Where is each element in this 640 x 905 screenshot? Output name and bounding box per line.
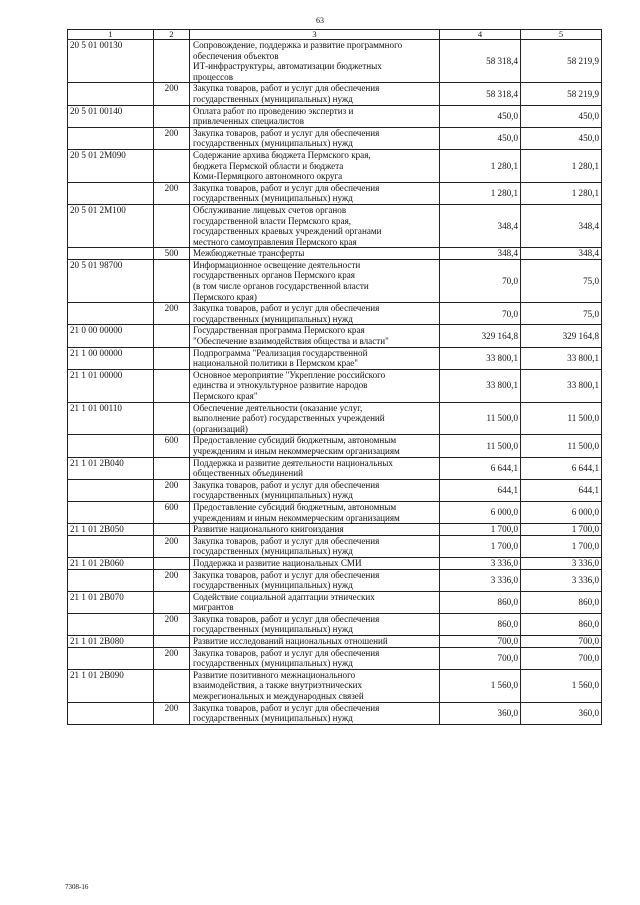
table-row [68, 182, 602, 204]
item-name-cell: Закупка товаров, работ и услуг для обеспечения государственных (муниципальных) нужд [190, 83, 440, 105]
expense-type-cell [154, 524, 190, 536]
expense-type-cell: 200 [154, 569, 190, 591]
expense-type-cell [154, 402, 190, 435]
amount-column-4-cell: 6 000,0 [440, 501, 521, 523]
expense-type-cell [154, 669, 190, 702]
expense-type-cell [154, 636, 190, 648]
amount-column-4-cell: 3 336,0 [440, 569, 521, 591]
document-code: 7308-16 [65, 883, 89, 891]
budget-code-cell [68, 127, 154, 149]
amount-column-4-cell: 11 500,0 [440, 435, 521, 457]
amount-column-5-cell: 58 219,9 [521, 40, 602, 83]
amount-column-4-cell: 11 500,0 [440, 402, 521, 435]
budget-code-cell [68, 479, 154, 501]
table-row [68, 127, 602, 149]
amount-column-5-cell: 11 500,0 [521, 435, 602, 457]
budget-code-cell: 20 5 01 98700 [68, 259, 154, 302]
expense-type-cell: 200 [154, 702, 190, 724]
table-row [68, 435, 602, 457]
amount-column-4-cell: 644,1 [440, 479, 521, 501]
expense-type-cell: 500 [154, 248, 190, 260]
column-header-4: 4 [440, 30, 521, 40]
amount-column-4-cell: 1 700,0 [440, 535, 521, 557]
item-name-cell: Подпрограмма "Реализация государственной национальной политики в Пермском крае" [190, 347, 440, 369]
table-row [68, 369, 602, 402]
amount-column-5-cell: 329 164,8 [521, 325, 602, 347]
page-number: 63 [316, 16, 324, 25]
budget-code-cell [68, 83, 154, 105]
amount-column-5-cell: 1 280,1 [521, 182, 602, 204]
item-name-cell: Закупка товаров, работ и услуг для обеспечения государственных (муниципальных) нужд [190, 702, 440, 724]
table-row [68, 248, 602, 260]
amount-column-4-cell: 450,0 [440, 127, 521, 149]
table-row [68, 636, 602, 648]
budget-code-cell: 21 1 01 2В060 [68, 557, 154, 569]
table-row [68, 479, 602, 501]
amount-column-4-cell: 6 644,1 [440, 457, 521, 479]
amount-column-5-cell: 1 700,0 [521, 535, 602, 557]
table-row [68, 149, 602, 182]
amount-column-5-cell: 1 280,1 [521, 149, 602, 182]
budget-code-cell: 21 1 01 00110 [68, 402, 154, 435]
budget-table-body [68, 30, 602, 725]
budget-code-cell [68, 569, 154, 591]
table-row [68, 669, 602, 702]
table-row [68, 347, 602, 369]
item-name-cell: Закупка товаров, работ и услуг для обеспечения государственных (муниципальных) нужд [190, 303, 440, 325]
amount-column-4-cell: 860,0 [440, 613, 521, 635]
expense-type-cell: 200 [154, 535, 190, 557]
table-row [68, 501, 602, 523]
item-name-cell: Закупка товаров, работ и услуг для обеспечения государственных (муниципальных) нужд [190, 647, 440, 669]
amount-column-4-cell: 58 318,4 [440, 40, 521, 83]
table-row [68, 569, 602, 591]
expense-type-cell [154, 591, 190, 613]
item-name-cell: Межбюджетные трансферты [190, 248, 440, 260]
item-name-cell: Закупка товаров, работ и услуг для обеспечения государственных (муниципальных) нужд [190, 613, 440, 635]
item-name-cell: Развитие позитивного межнационального взаимодействия, а также внутриэтнических межрегиональных и международных связей [190, 669, 440, 702]
column-number-row [68, 30, 602, 40]
amount-column-5-cell: 33 800,1 [521, 347, 602, 369]
budget-code-cell: 21 1 01 2В070 [68, 591, 154, 613]
amount-column-5-cell: 860,0 [521, 591, 602, 613]
amount-column-5-cell: 75,0 [521, 259, 602, 302]
amount-column-5-cell: 860,0 [521, 613, 602, 635]
expense-type-cell: 200 [154, 647, 190, 669]
table-row [68, 702, 602, 724]
item-name-cell: Закупка товаров, работ и услуг для обеспечения государственных (муниципальных) нужд [190, 535, 440, 557]
amount-column-4-cell: 450,0 [440, 105, 521, 127]
expense-type-cell [154, 369, 190, 402]
amount-column-5-cell: 450,0 [521, 127, 602, 149]
amount-column-5-cell: 450,0 [521, 105, 602, 127]
budget-code-cell: 20 5 01 2М090 [68, 149, 154, 182]
expense-type-cell [154, 325, 190, 347]
amount-column-4-cell: 1 280,1 [440, 149, 521, 182]
amount-column-5-cell: 700,0 [521, 647, 602, 669]
amount-column-4-cell: 700,0 [440, 636, 521, 648]
item-name-cell: Содержание архива бюджета Пермского края, бюджета Пермской области и бюджета Коми-Пермяцкого автономного округа [190, 149, 440, 182]
item-name-cell: Закупка товаров, работ и услуг для обеспечения государственных (муниципальных) нужд [190, 127, 440, 149]
table-row [68, 259, 602, 302]
budget-code-cell [68, 303, 154, 325]
amount-column-4-cell: 3 336,0 [440, 557, 521, 569]
amount-column-4-cell: 860,0 [440, 591, 521, 613]
item-name-cell: Сопровождение, поддержка и развитие программного обеспечения объектов ИТ-инфраструктуры, автоматизации бюджетных процессов [190, 40, 440, 83]
amount-column-4-cell: 348,4 [440, 204, 521, 247]
item-name-cell: Развитие исследований национальных отношений [190, 636, 440, 648]
item-name-cell: Поддержка и развитие деятельности национальных общественных объединений [190, 457, 440, 479]
column-header-3: 3 [190, 30, 440, 40]
item-name-cell: Закупка товаров, работ и услуг для обеспечения государственных (муниципальных) нужд [190, 182, 440, 204]
amount-column-5-cell: 3 336,0 [521, 569, 602, 591]
amount-column-4-cell: 58 318,4 [440, 83, 521, 105]
budget-code-cell: 21 1 01 00000 [68, 369, 154, 402]
table-row [68, 535, 602, 557]
amount-column-5-cell: 33 800,1 [521, 369, 602, 402]
amount-column-4-cell: 70,0 [440, 303, 521, 325]
budget-table [67, 29, 602, 725]
expense-type-cell [154, 259, 190, 302]
amount-column-4-cell: 348,4 [440, 248, 521, 260]
budget-code-cell [68, 647, 154, 669]
amount-column-4-cell: 360,0 [440, 702, 521, 724]
item-name-cell: Закупка товаров, работ и услуг для обеспечения государственных (муниципальных) нужд [190, 479, 440, 501]
item-name-cell: Информационное освещение деятельности государственных органов Пермского края (в том числе органов государственной власти Пермского края) [190, 259, 440, 302]
amount-column-4-cell: 329 164,8 [440, 325, 521, 347]
budget-code-cell [68, 613, 154, 635]
budget-code-cell [68, 535, 154, 557]
table-row [68, 557, 602, 569]
amount-column-4-cell: 70,0 [440, 259, 521, 302]
item-name-cell: Закупка товаров, работ и услуг для обеспечения государственных (муниципальных) нужд [190, 569, 440, 591]
table-row [68, 457, 602, 479]
table-row [68, 83, 602, 105]
budget-code-cell: 20 5 01 00140 [68, 105, 154, 127]
column-header-2: 2 [154, 30, 190, 40]
amount-column-4-cell: 33 800,1 [440, 369, 521, 402]
expense-type-cell: 600 [154, 501, 190, 523]
amount-column-4-cell: 1 700,0 [440, 524, 521, 536]
amount-column-5-cell: 6 644,1 [521, 457, 602, 479]
amount-column-5-cell: 700,0 [521, 636, 602, 648]
item-name-cell: Предоставление субсидий бюджетным, автономным учреждениям и иным некоммерческим организациям [190, 435, 440, 457]
item-name-cell: Обслуживание лицевых счетов органов государственной власти Пермского края, государственных краевых учреждений органами местного самоуправления Пермского края [190, 204, 440, 247]
expense-type-cell: 200 [154, 127, 190, 149]
table-row [68, 105, 602, 127]
budget-code-cell: 21 1 01 2В050 [68, 524, 154, 536]
expense-type-cell: 200 [154, 479, 190, 501]
amount-column-5-cell: 58 219,9 [521, 83, 602, 105]
column-header-5: 5 [521, 30, 602, 40]
table-row [68, 303, 602, 325]
budget-code-cell: 20 5 01 00130 [68, 40, 154, 83]
expense-type-cell [154, 40, 190, 83]
table-row [68, 325, 602, 347]
amount-column-5-cell: 1 700,0 [521, 524, 602, 536]
amount-column-5-cell: 1 560,0 [521, 669, 602, 702]
budget-code-cell: 21 1 01 2В080 [68, 636, 154, 648]
item-name-cell: Развитие национального книгоиздания [190, 524, 440, 536]
budget-code-cell [68, 501, 154, 523]
expense-type-cell: 600 [154, 435, 190, 457]
table-row [68, 647, 602, 669]
table-row [68, 591, 602, 613]
expense-type-cell: 200 [154, 613, 190, 635]
expense-type-cell [154, 557, 190, 569]
amount-column-4-cell: 700,0 [440, 647, 521, 669]
expense-type-cell: 200 [154, 303, 190, 325]
amount-column-5-cell: 75,0 [521, 303, 602, 325]
amount-column-5-cell: 348,4 [521, 248, 602, 260]
item-name-cell: Содействие социальной адаптации этнических мигрантов [190, 591, 440, 613]
amount-column-5-cell: 348,4 [521, 204, 602, 247]
budget-code-cell [68, 182, 154, 204]
amount-column-5-cell: 11 500,0 [521, 402, 602, 435]
column-header-1: 1 [68, 30, 154, 40]
amount-column-4-cell: 1 560,0 [440, 669, 521, 702]
item-name-cell: Государственная программа Пермского края "Обеспечение взаимодействия общества и власти" [190, 325, 440, 347]
budget-code-cell: 21 1 01 2В040 [68, 457, 154, 479]
expense-type-cell [154, 105, 190, 127]
amount-column-5-cell: 6 000,0 [521, 501, 602, 523]
budget-code-cell: 21 1 01 2В090 [68, 669, 154, 702]
amount-column-4-cell: 33 800,1 [440, 347, 521, 369]
budget-code-cell: 21 0 00 00000 [68, 325, 154, 347]
amount-column-5-cell: 644,1 [521, 479, 602, 501]
item-name-cell: Поддержка и развитие национальных СМИ [190, 557, 440, 569]
item-name-cell: Оплата работ по проведению экспертиз и привлеченных специалистов [190, 105, 440, 127]
table-row [68, 613, 602, 635]
amount-column-5-cell: 360,0 [521, 702, 602, 724]
table-row [68, 204, 602, 247]
item-name-cell: Обеспечение деятельности (оказание услуг, выполнение работ) государственных учреждений (организаций) [190, 402, 440, 435]
amount-column-4-cell: 1 280,1 [440, 182, 521, 204]
expense-type-cell [154, 457, 190, 479]
table-row [68, 402, 602, 435]
amount-column-5-cell: 3 336,0 [521, 557, 602, 569]
expense-type-cell [154, 149, 190, 182]
expense-type-cell [154, 204, 190, 247]
table-row [68, 524, 602, 536]
table-row [68, 40, 602, 83]
budget-code-cell: 20 5 01 2М100 [68, 204, 154, 247]
budget-code-cell [68, 248, 154, 260]
budget-code-cell: 21 1 00 00000 [68, 347, 154, 369]
budget-code-cell [68, 435, 154, 457]
item-name-cell: Предоставление субсидий бюджетным, автономным учреждениям и иным некоммерческим организациям [190, 501, 440, 523]
expense-type-cell: 200 [154, 83, 190, 105]
budget-code-cell [68, 702, 154, 724]
item-name-cell: Основное мероприятие "Укрепление российского единства и этнокультурное развитие народов Пермского края" [190, 369, 440, 402]
expense-type-cell [154, 347, 190, 369]
expense-type-cell: 200 [154, 182, 190, 204]
